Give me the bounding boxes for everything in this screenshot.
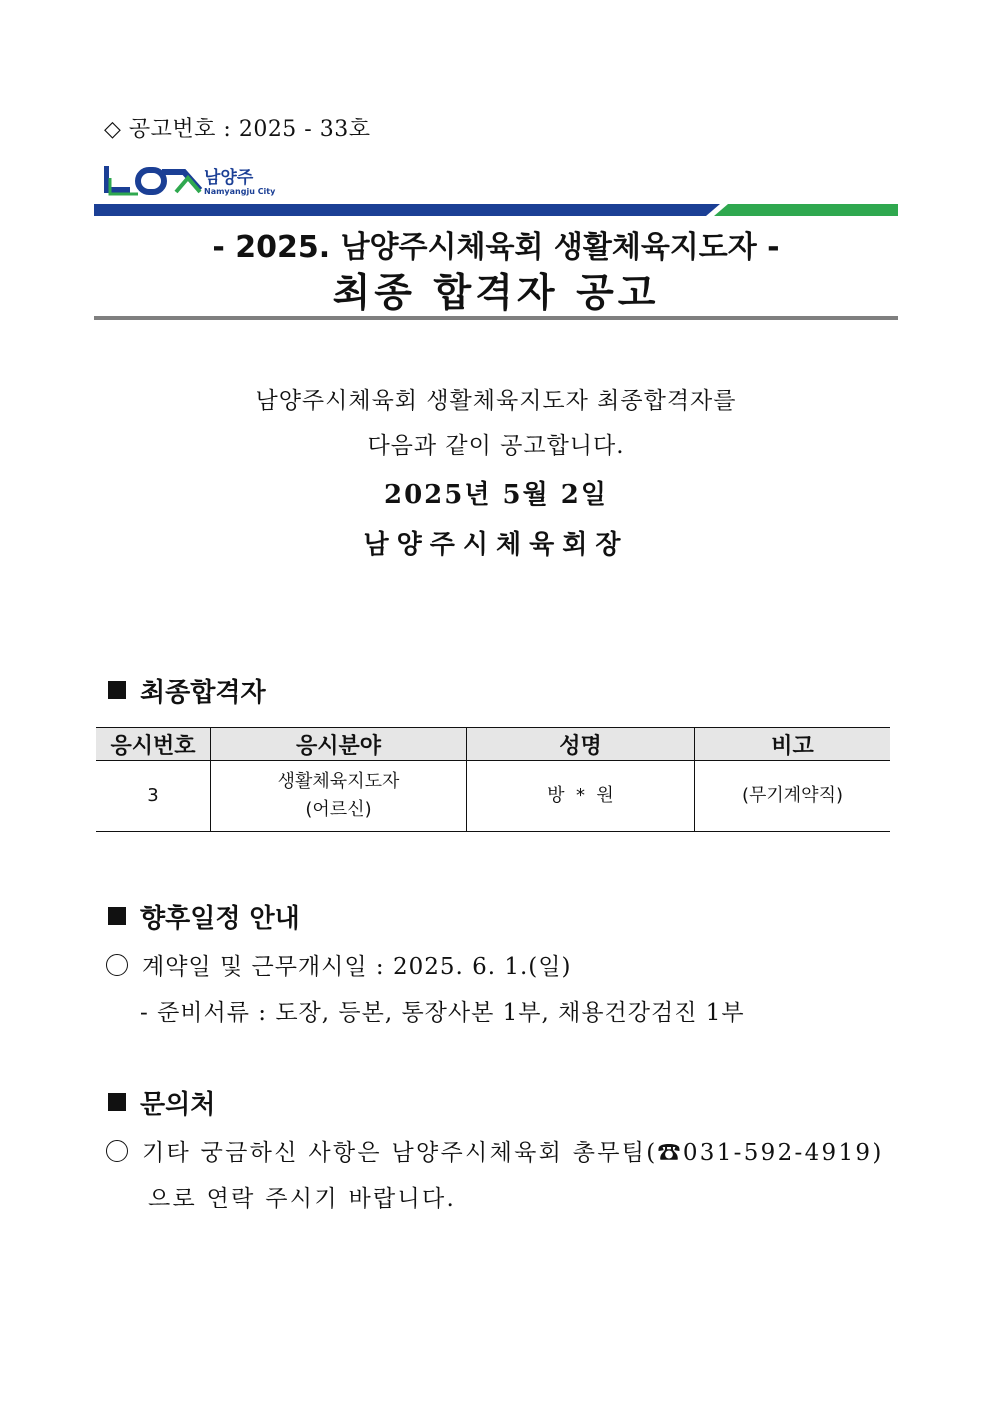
- column-header: 비고: [695, 728, 891, 761]
- contact-line-2: 으로 연락 주시기 바랍니다.: [148, 1186, 457, 1212]
- title-divider: [94, 316, 898, 320]
- applicant-name: 방 * 원: [467, 761, 695, 832]
- contact-heading: 문의처: [108, 1084, 215, 1121]
- column-header: 응시번호: [96, 728, 211, 761]
- schedule-sub-item: - 준비서류 : 도장, 등본, 통장사본 1부, 채용건강검진 1부: [140, 1000, 745, 1026]
- field-line-1: 생활체육지도자: [277, 771, 400, 792]
- announcement-date: 2025년 5월 2일: [384, 480, 608, 510]
- header-bar: [94, 204, 898, 216]
- square-bullet-icon: [108, 907, 126, 925]
- intro-line-1: 남양주시체육회 생활체육지도자 최종합격자를: [255, 388, 737, 414]
- field-line-2: (어르신): [305, 799, 372, 820]
- applicant-note: (무기계약직): [695, 761, 891, 832]
- signer: 남양주시체육회장: [363, 530, 629, 560]
- circle-bullet-icon: [106, 1140, 128, 1162]
- table-header-row: [96, 728, 890, 761]
- results-table: [96, 727, 890, 832]
- applicant-field: [211, 761, 467, 832]
- notice-number: ◇ 공고번호 : 2025 - 33호: [104, 117, 371, 142]
- logo-text: 남양주: [204, 168, 254, 188]
- square-bullet-icon: [108, 1093, 126, 1111]
- schedule-item: 계약일 및 근무개시일 : 2025. 6. 1.(일): [106, 948, 571, 981]
- column-header: 성명: [467, 728, 695, 761]
- title-line-2: 최종 합격자 공고: [332, 271, 660, 316]
- column-header: 응시분야: [211, 728, 467, 761]
- results-heading: 최종합격자: [108, 672, 266, 709]
- logo-subtext: Namyangju City: [204, 187, 276, 196]
- intro-line-2: 다음과 같이 공고합니다.: [367, 433, 625, 459]
- circle-bullet-icon: [106, 954, 128, 976]
- schedule-heading: 향후일정 안내: [108, 898, 300, 935]
- title-line-1: - 2025. 남양주시체육회 생활체육지도자 -: [212, 230, 780, 265]
- table-row: [96, 761, 890, 832]
- contact-line-1: 기타 궁금하신 사항은 남양주시체육회 총무팀(☎031-592-4919): [106, 1134, 884, 1167]
- applicant-number: 3: [96, 761, 211, 832]
- square-bullet-icon: [108, 681, 126, 699]
